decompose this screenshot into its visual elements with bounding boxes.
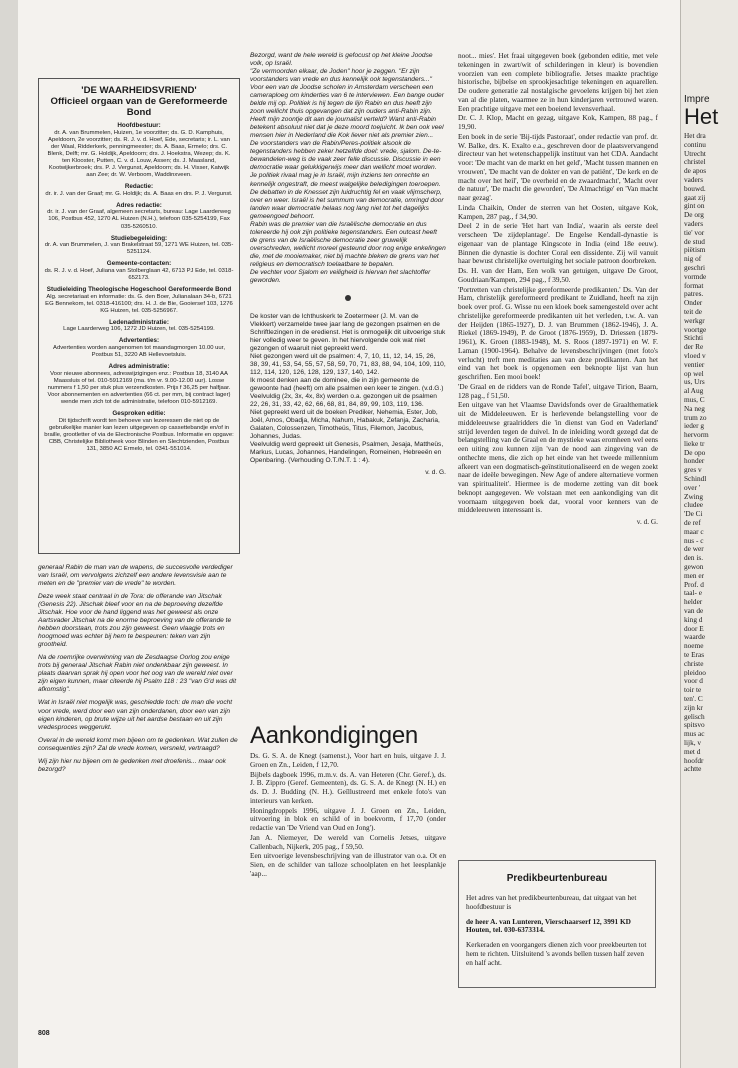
colophon-text: Voor nieuwe abonnees, adreswijzigingen enz.: Postbus 18, 3140 AA Maassluis of tel. 010-5912169 (ma. t/m vr. 9.00-12.00 uur). Losse nummers f 1,50 per stuk plus verzendkosten. Prijs f 36,25 per halfjaar. Voor abonnementen en advertenties (66 ct. per mm, bij contract lager) wende men zich tot de administratie, telefoon 010-5912169.: [47, 370, 231, 405]
text-line: hoofdr: [684, 755, 704, 765]
text-line: werkgr: [684, 315, 705, 325]
text-line: lijk, v: [684, 737, 702, 747]
colophon-block: [44, 337, 234, 359]
paragraph: De koster van de Ichthuskerk te Zoetermeer (J. M. van de Vlekkert) verzamelde twee jaar lang de gezongen psalmen en de Schriftlezingen in de eredienst. Het is onmogelijk dit uitvoerige stuk hier volledig weer te geven. In het hiervolgende ook wat niet gezongen of waaruit niet gepreekt werd.: [250, 312, 446, 353]
colophon-text: dr. ir. J. van der Graaf; mr. G. Holdijk; ds. A. Baas en drs. P. J. Vergunst.: [45, 190, 233, 197]
text-line: vaders: [684, 218, 704, 228]
text-line: continu: [684, 139, 706, 149]
text-line: 'De Ci: [684, 509, 703, 519]
text-line: teit de: [684, 306, 703, 316]
column-3-reviews: [458, 52, 658, 515]
text-line: de apos: [684, 166, 707, 176]
text-line: door E: [684, 623, 704, 633]
text-line: Schindl: [684, 474, 707, 484]
colophon-block: [44, 183, 234, 198]
colophon-block: [44, 122, 234, 179]
masthead-subtitle: Officieel orgaan van de Gereformeerde Bond: [50, 96, 228, 119]
text-line: format: [684, 280, 704, 290]
text-line: Utrecht: [684, 148, 706, 158]
paragraph: Bezorgd, want de hele wereld is gefocust op het kleine Joodse volk, op Israël.: [250, 52, 433, 68]
paragraph: Ds. G. S. A. de Knegt (samenst.), Voor hart en huis, uitgave J. J. Groen en Zn., Leiden, f 12,70.: [250, 751, 446, 769]
page-number: 808: [38, 1030, 50, 1037]
text-line: op wel: [684, 368, 704, 378]
text-line: lieke tr: [684, 438, 705, 448]
text-line: de wer: [684, 544, 704, 554]
masthead-title: 'DE WAARHEIDSVRIEND': [81, 85, 197, 96]
text-line: voor d: [684, 676, 703, 686]
paragraph: Een uitgave van het Vlaamse Davidsfonds over de Graalthematiek uit de Middeleeuwen. Er is herlevende belangstelling voor de middeleeuwse graalridders die 'in dienst van God en Vaderland' strijd leverden tegen de duivel. In de inleiding wordt gezegd dat de belangstelling van de Graal en de mystieke waas eromheen wel eens een uiting zou kunnen zijn 'van de nood aan zingeving van de onthechte mens, die zich op het einde van het tweede millennium afkeert van een dogmatisch-geïnstitutionaliseerd en de wegen zoekt naar de ideële bewegingen. New Age of andere alternatieve vormen van spiritualiteit'. Hiermee is de moderne zetting van dit boek beknopt aangegeven. We volstaan met een aankondiging van dit voornaam uitgegeven boek dat, vooral voor kenners van de middeleeuwen interessant is.: [458, 400, 658, 515]
text-line: pleidoo: [684, 667, 706, 677]
paragraph: Jan A. Niemeyer, De wereld van Cornelis Jetses, uitgave Callenbach, Nijkerk, 205 pag., f 59,50.: [250, 832, 446, 851]
paragraph: Een uitvoerige levensbeschrijving van de illustrator van o.a. Ot en Sien, en de schilder van talloze schoolplaten en het leesplankje 'aap...: [250, 851, 446, 878]
text-line: vloed v: [684, 350, 706, 360]
text-line: us, Urs: [684, 377, 705, 387]
colophon-heading: Gesproken editie:: [112, 410, 166, 418]
text-line: king d: [684, 614, 703, 624]
text-line: gewon: [684, 562, 704, 572]
colophon-text: dr. ir. J. van der Graaf, algemeen secretaris, bureau: Lage Laarderweg 106, Postbus 452, 1270 AL Huizen (N.H.), telefoon 035-5254199, Fax 035-5260510.: [47, 209, 231, 230]
text-line: spitsvo: [684, 720, 705, 730]
paragraph: Linda Chaikin, Onder de sterren van het Oosten, uitgave Kok, Kampen, 287 pag., f 34,90.: [458, 202, 658, 221]
text-line: achtte: [684, 764, 702, 774]
paragraph: Ik moest denken aan de dominee, die in zijn gemeente de gewoonte had (heeft) om alle psalmen een keer te zingen. (v.d.G.): [250, 377, 444, 393]
paragraph: Rabin was de premier van die Israëlische democratie en dus tolereerde hij ook zijn politieke tegenstanders. Een outcast heeft de grens van de Israëlische democratie zeer gruwelijk overschreden, wellicht moreel gesteund door nog enige enkelingen die, met de mooiemaker, niet bij machte bleken de grens van het religieus en democratisch toelaatbare te bepalen.: [250, 220, 446, 268]
paragraph: generaal Rabin de man van de wapens, de succesvolle verdediger van Israël, om vervolgens zichzelf een andere levensvisie aan te meten en de "premier van de vrede" te worden.: [38, 564, 233, 588]
paragraph: Na de roemrijke overwinning van de Zesdaagse Oorlog zou enige trots bij generaal Jitschak Rabin niet ondenkbaar zijn geweest. In plaats daarvan sprak hij open voor het oog van de wereld niet over zijn eigen kunnen, maar citeerde hij Psalm 118 : 23 "van G'd was dit afkomstig".: [38, 654, 237, 694]
text-line: te Eras: [684, 650, 705, 660]
text-line: bouwd.: [684, 183, 706, 193]
signature: v. d. G.: [636, 517, 658, 526]
next-page-title: Het: [684, 104, 719, 129]
paragraph: Overal in de wereld komt men bijeen om te gedenken. Wat zullen de consequenties zijn? Zal de vrede komen, versneld, vertraagd?: [38, 736, 238, 752]
text-line: hervorm: [684, 430, 709, 440]
text-line: al Aug: [684, 386, 704, 396]
text-line: vaders: [684, 174, 704, 184]
text-line: met d: [684, 746, 701, 756]
next-page-text: [684, 132, 738, 774]
text-line: De opo: [684, 447, 706, 457]
text-line: waarde: [684, 632, 706, 642]
colophon-heading: Hoofdbestuur:: [117, 122, 161, 130]
colophon-text: Alg. secretariaat en informatie: ds. G. den Boer, Julianalaan 34-b, 6721 EG Bennekom, tel. 0318-416100; drs. H. J. de Bie, Gooiersef 103, 1276 KG Huizen, tel. 035-5256967.: [45, 293, 233, 314]
column-1-article: [38, 564, 240, 776]
paragraph: De vechter voor Sjalom en veiligheid is hiervan het slachtoffer geworden.: [250, 268, 431, 284]
column-2: [250, 52, 446, 477]
text-line: Het dra: [684, 131, 706, 140]
text-line: zijn kr: [684, 702, 703, 712]
text-line: christel: [684, 157, 706, 167]
colophon-text: Lage Laarderweg 106, 1272 JD Huizen, tel. 035-5254199.: [63, 326, 215, 333]
paragraph: noot... mies'. Het fraai uitgegeven boek (gebonden editie, met vele tekeningen in zwart/wit of schilderingen in kleur) is bovendien voorzien van een complete bibliografie. Jetses maakte prachtige historische, bijbelse en sprookjesachtige tekeningen en aquarellen. De oudere generatie zal nostalgische gevoelens krijgen bij het zien van al die platen, waarmee ze in hun kinderjaren vertrouwd waren. Een prachtige uitgave met een boeiend levensverhaal.: [458, 51, 658, 113]
paragraph: Veelvuldig (2x, 3x, 4x, 8x) werden o.a. gezongen uit de psalmen 22, 26, 31, 33, 42, 62, 66, 68, 81, 84, 89, 99, 103, 119, 136.: [250, 393, 437, 409]
text-line: De org: [684, 210, 704, 220]
colophon-text: ds. R. J. v. d. Hoef, Juliana van Stolberglaan 42, 6713 PJ Ede, tel. 0318-652173.: [44, 267, 234, 281]
paragraph: Dr. C. J. Klop, Macht en gezag, uitgave Kok, Kampen, 88 pag., f 19,90.: [458, 113, 658, 131]
colophon-block: [44, 286, 234, 315]
paragraph: "Ze vermoorden elkaar, de Joden" hoor je zeggen. "Er zijn voorstanders van vrede en dus kennelijk ook tegenstanders...": [250, 68, 432, 84]
colophon-text: dr. A. van Brummelen, J. van Brakelstraat 59, 1271 WE Huizen, tel. 035-5251124.: [44, 242, 234, 256]
paragraph: 'Portretten van christelijke gereformeerde predikanten.' Ds. Van der Ham, christelijk gereformeerd predikant te Zuidland, heeft na zijn boek over prof. G. Wisse nu een kloek boek samengesteld over acht christelijke gereformeerde predikanten uit het verleden, t.w. A. van der Heijden (1865-1927), D. J. van Brummen (1862-1946), J. A. Riekel (1869-1949), P. de Groot (1876-1959), D. Driessen (1879-1961), K. Groen (1883-1948), M. S. Roos (1897-1971) en W. F. Laman (1900-1964). Behalve de levensbeschrijvingen (met foto's verlucht) treft men meditaties aan van deze predikanten. Aan het eind van het boek is opgenomen een beknopte lijst van hun geschriften. Een mooi boek!: [458, 284, 658, 381]
text-line: nus - c: [684, 535, 704, 545]
colophon-block: [44, 202, 234, 231]
paragraph: Deel 2 in de serie 'Het hart van India', waarin als eerste deel verscheen 'De zijdeplantage'. De Engelse Kendall-dynastie is eigenaar van de plantage Kingscote in India (eind 18e eeuw). Binnen die dynastie is dochter Coral een dissidente. Zij wil vanuit haar bewust christelijke overtuiging het sociale patroon doorbreken.: [458, 221, 658, 266]
colophon-block: [44, 410, 234, 453]
paragraph: Een boek in de serie 'Bij-tijds Pastoraat', onder redactie van prof. dr. W. Balke, drs. K. Exalto e.a., geschreven door de plaatsvervangend directeur van het wetenschappelijk instituut van het CDA. Aandacht voor: 'De macht van de markt en het geld', 'Macht tussen mannen en vrouwen', 'De macht van de dokter en van de patiënt', 'De kerk en de macht over het heil', 'De overheid en de zwaardmacht', 'Macht over de natuur', 'De macht die geworden', 'De Almachtige' en 'Van macht naar gezag'.: [458, 131, 658, 202]
next-page-heading: Impre: [684, 94, 710, 105]
separator-dot: [345, 295, 351, 301]
text-line: mus ac: [684, 729, 705, 739]
text-line: patres.: [684, 289, 704, 299]
text-line: Zwing: [684, 491, 704, 501]
text-line: piëtism: [684, 245, 706, 255]
text-line: taal- e: [684, 588, 703, 598]
text-line: de stud: [684, 236, 705, 246]
colophon-heading: Ledenadministratie:: [109, 318, 169, 326]
text-line: Na neg: [684, 403, 705, 413]
column-3: [458, 52, 658, 527]
text-line: honder: [684, 456, 705, 466]
paragraph: De voorstanders van de Rabin/Peres-politiek alsook de tegenstanders hebben zeker hetzelfde doel: vrede, sjalom. De-te-bewandelen-weg is de vaak zeer felle discussie. Discussie in een democratie waar gelukkigerwijs meer dan wellicht moet worden.: [250, 140, 442, 172]
colophon-block: [44, 363, 234, 406]
paragraph: Voor een van de Joodse scholen in Amsterdam verscheen een cameraploeg om kinderties van 6 te interviewen. Een bange ouder belde mij op. Politiek is hij tegen de lijn Rabin en dus heeft zijn zoon wellicht thuis opgevangen dat zijn ouders anti-Rabin zijn. Heeft mijn zoontje dit aan de journalist verteld? Want anti-Rabin betekent absoluut niet dat je deze moord toejuicht. Ik ben ook veel mensen hier in Nederland die Kok liever niet als premier zien...: [250, 84, 444, 140]
paragraph: Deze week staat centraal in de Tora: de offerande van Jitschak (Genesis 22). Jitschak bleef voor en na de beproeving dezelfde Jitschak. Hoe voor de hand liggend was het geweest als onze Aartsvader Jitschak na de enorme beproeving van de offerande te hebben doorstaan, trots zou zijn geweest. Geen vlaagje trots en hoogmoed was echter bij hem te bespeuren: teken van zijn grootheid.: [38, 593, 232, 649]
paragraph: Niet gezongen werd uit de psalmen: 4, 7, 10, 11, 12, 14, 15, 26, 38, 39, 41, 53, 54, 55, 57, 58, 59, 70, 71, 83, 88, 94, 104, 109, 110, 112, 114, 120, 126, 128, 129, 137, 140, 142.: [250, 353, 446, 377]
colophon-block: [44, 235, 234, 257]
next-page-edge: [680, 0, 738, 1068]
text-line: mus, C: [684, 394, 705, 404]
predikbeurten-address: de heer A. van Lunteren, Vierschaarserf 12, 3991 KD Houten, tel. 030-6373314.: [466, 916, 631, 935]
text-line: vormde: [684, 271, 707, 281]
predikbeurten-intro: Het adres van het predikbeurtenbureau, dat uitgaat van het hoofdbestuur is: [466, 893, 637, 911]
text-line: van de: [684, 606, 704, 616]
colophon-heading: Adres administratie:: [108, 363, 170, 371]
paragraph: 'De Graal en de ridders van de Ronde Tafel', uitgave Tirion, Baarn, 128 pag., f 51,50.: [458, 381, 658, 400]
text-line: gres v: [684, 465, 702, 475]
magazine-page: [18, 0, 680, 1068]
text-line: voortge: [684, 324, 707, 334]
colophon-heading: Studiebegeleiding:: [110, 234, 168, 242]
signature: v. d. G.: [425, 468, 446, 476]
text-line: over ': [684, 482, 701, 492]
text-line: christe: [684, 658, 704, 668]
text-line: trum zo: [684, 412, 707, 422]
colophon-heading: Adres redactie:: [116, 201, 162, 209]
masthead-box: [38, 78, 240, 554]
colophon-text: Advertenties worden aangenomen tot maandagmorgen 10.00 uur, Postbus 51, 3220 AB Hellevoetsluis.: [53, 344, 225, 359]
text-line: noeme: [684, 641, 704, 651]
colophon-heading: Gemeente-contacten:: [106, 260, 172, 268]
text-line: gelisch: [684, 711, 705, 721]
text-line: Onder: [684, 298, 703, 308]
text-line: cludee: [684, 500, 704, 510]
column-2-article: [250, 52, 446, 285]
text-line: nig of: [684, 254, 702, 264]
column-2-psalm-article: [250, 313, 446, 466]
paragraph: Niet gepreekt werd uit de boeken Prediker, Nehemia, Ester, Job, Joël, Amos, Obadja, Micha, Nahum, Habakuk, Zefanja, Zacharia, Galaten, Colossenzen, Timotheüs, Titus, Filemon, Jacobus, Johannes, Judas.: [250, 409, 440, 441]
text-line: der Re: [684, 342, 704, 352]
paragraph: Honingdroppels 1996, uitgave J. J. Groen en Zn., Leiden, uitvoering in blok en schild of in boekvorm, f 17,70 (onder redactie van 'De Vriend van Oud en Jong').: [250, 805, 446, 832]
aankondigingen-body: [250, 752, 446, 880]
paragraph: Wat in Israël niet mogelijk was, geschiedde toch: de man die vocht voor vrede, werd door een van zijn onderdanen, door een van zijn eigen kinderen, op brute wijze uit het aardse bestaan en uit zijn vredesproces weggerukt.: [38, 699, 233, 731]
text-line: toir te: [684, 685, 702, 695]
text-line: men er: [684, 570, 705, 580]
paragraph: Bijbels dagboek 1996, m.m.v. ds. A. van Heteren (Chr. Geref.), ds. J. B. Zippro (Geref. Gemeenten), ds. G. S. A. de Knegt (N. H.) en ds. D. J. Budding (N. H.). Geïllustreerd met enkele foto's van interieurs van kerken.: [250, 769, 446, 805]
predikbeurten-heading: Predikbeurtenbureau: [506, 873, 608, 884]
text-line: de ref: [684, 518, 701, 528]
colophon-heading: Studieleiding Theologische Hogeschool Gereformeerde Bond: [46, 286, 232, 293]
colophon-text: Dit tijdschrift wordt ten behoeve van lezeressen die niet op de gebruikelijke manier kan lezen uitgegeven op cassettebandje en/of in braille, grootletter of via de Electronische Postbus. Informatie en opgave: CBB, Christelijke Bibliotheek voor Blinden en Slechtzienden, Postbus 131, 3850 AC Ermelo, tel. 0341-551014.: [44, 417, 234, 452]
text-line: ventier: [684, 359, 705, 369]
paragraph: Veelvuldig werd gepreekt uit Genesis, Psalmen, Jesaja, Mattheüs, Markus, Lucas, Johannes, Handelingen, Romeinen, Hebreeën en Openbaring. (Verhouding O.T./N.T. 1 : 4).: [250, 441, 444, 465]
text-line: Prof. d: [684, 579, 704, 589]
colophon-heading: Advertenties:: [118, 337, 160, 345]
colophon-block: [44, 319, 234, 334]
text-line: geschri: [684, 262, 706, 272]
predikbeurten-note: Kerkeraden en voorgangers dienen zich voor preekbeurten tot hem te richten. Uitsluitend 's avonds bellen tussen half zeven en half acht.: [466, 940, 647, 967]
text-line: ieder g: [684, 421, 705, 431]
colophon: [44, 122, 234, 453]
text-line: Stichti: [684, 333, 704, 343]
predikbeurten-box: [458, 860, 656, 988]
colophon-heading: Redactie:: [124, 183, 154, 191]
paragraph: Ds. H. van der Ham, Een wolk van getuigen, uitgave De Groot, Goudriaan/Kampen, 294 pag., f 39,50.: [458, 266, 658, 284]
text-line: gaat zij: [684, 192, 706, 202]
aankondigingen-heading: Aankondigingen: [250, 722, 418, 749]
text-line: helder: [684, 597, 703, 607]
colophon-block: [44, 260, 234, 282]
text-line: gint on: [684, 201, 705, 211]
paragraph: Je politiek rivaal mag je in Israël, mijn inziens ten onrechte en kennelijk ongestraft, de meest walgelijke beledigingen toeroepen. De debatten in de Knesset zijn luidruchtig fel en vaak vlijmscherp, over en weer. Israël is het summum van democratie, omringd door landen waar democratie helaas nog lang niet tot het dagelijks gemeengoed behoort.: [250, 172, 444, 220]
text-line: maar c: [684, 526, 704, 536]
colophon-text: dr. A. van Brummelen, Huizen, 1e voorzitter; ds. G. D. Kamphuis, Apeldoorn, 2e voorzitter; ds. R. J. v. d. Hoef, Ede, secretaris; ir. L. van der Waal, Ridderkerk, penningmeester; ds. A. Baas, Ermelo; drs. C. Blenk, Delft; mr. G. Holdijk, Apeldoorn; drs. J. Hoekstra, Wezep; ds. K. ten Klooster, Putten, C. v. d. Louw, Assen; ds. J. Maasland, Kootwijkerbroek; drs. P. J. Vergunst, Apeldoorn; ds. H. Visser, Katwijk aan Zee; dr. W. Verboom, Waddinxveen.: [47, 129, 231, 179]
text-line: ten'. C: [684, 694, 703, 703]
text-line: den is.: [684, 553, 704, 563]
paragraph: Wij zijn hier nu bijeen om te gedenken met droefenis... maar ook bezorgd?: [38, 757, 226, 773]
text-line: tie' vor: [684, 227, 705, 237]
